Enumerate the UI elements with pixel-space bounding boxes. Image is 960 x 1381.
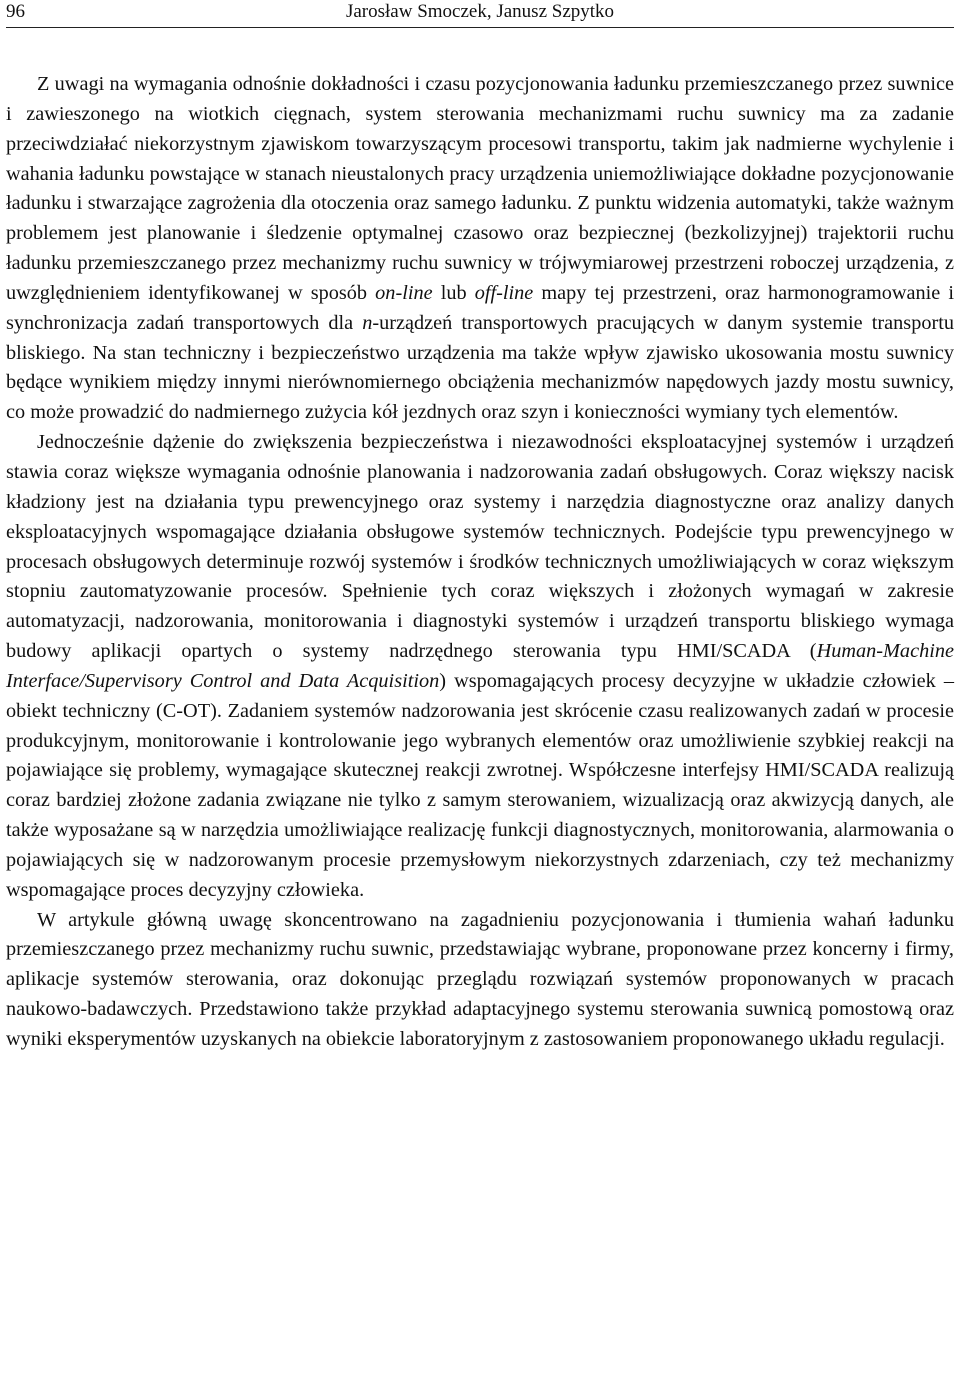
italic-variable: n xyxy=(362,311,373,334)
paragraph xyxy=(6,428,954,906)
italic-term: Human-Machine Interface/Supervisory Control and Data Acquisition xyxy=(6,640,954,692)
text-run: Jednocześnie dążenie do zwiększenia bezpieczeństwa i niezawodności eksploatacyjnej systemów i urządzeń stawia coraz większe wymagania odnośnie planowania i nadzorowania zadań obsługowych. Coraz większy nacisk kładziony jest na działania typu prewencyjnego oraz systemy i narzędzia diagnostyczne oraz analizy danych eksploatacyjnych wspomagające działania obsługowe systemów technicznych. Podejście typu prewencyjnego w procesach obsługowych determinuje rozwój systemów i środków technicznych umożliwiających w coraz większym stopniu zautomatyzowanie procesów. Spełnienie tych coraz większych i złożonych wymagań w zakresie automatyzacji, nadzorowania, monitorowania i diagnostyki systemów i urządzeń transportu bliskiego wymaga budowy aplikacji opartych o systemy nadrzędnego sterowania typu HMI/SCADA ( xyxy=(6,431,954,663)
italic-term: on-line xyxy=(375,281,433,304)
running-title-authors: Jarosław Smoczek, Janusz Szpytko xyxy=(345,1,615,22)
text-run: mapy tej przestrzeni, oraz harmonogramowanie i synchronizacja zadań transportowych dla xyxy=(6,281,954,334)
text-run: ) wspomagających procesy decyzyjne w układzie człowiek – obiekt techniczny (C-OT). Zadaniem systemów nadzorowania jest skrócenie czasu realizowanych zadań w procesie produkcyjnym, monitorowanie i kontrolowanie jego wybranych elementów oraz umożliwienie szybkiej reakcji na pojawiające się problemy, wymagające skutecznej reakcji zwrotnej. Współczesne interfejsy HMI/SCADA realizują coraz bardziej złożone zadania związane nie tylko z samym sterowaniem, wizualizacją oraz akwizycją danych, ale także wyposażane są w narzędzia umożliwiające realizację funkcji diagnostycznych, monitorowania, alarmowania o pojawiających się w nadzorowanym procesie przemysłowym niekorzystnych zdarzeniach, czy też mechanizmy wspomagające proces decyzyjny człowieka. xyxy=(6,669,954,901)
text-run: Z uwagi na wymagania odnośnie dokładności i czasu pozycjonowania ładunku przemieszczanego przez suwnice i zawieszonego na wiotkich cięgnach, system sterowania mechanizmami ruchu suwnicy ma za zadanie przeciwdziałać niekorzystnym zjawiskom towarzyszącym procesowi transportu, takim jak nadmierne wychylenie i wahania ładunku powstające w stanach nieustalonych pracy urządzenia uniemożliwiające dokładne pozycjonowanie ładunku i stwarzające zagrożenia dla otoczenia oraz samego ładunku. Z punktu widzenia automatyki, także ważnym problemem jest planowanie i śledzenie optymalnej czasowo oraz bezpiecznej (bezkolizyjnej) trajektorii ruchu ładunku przemieszczanego przez mechanizmy ruchu suwnicy w trójwymiarowej przestrzeni roboczej urządzenia, z uwzględnieniem identyfikowanej w sposób xyxy=(6,73,954,304)
text-run: W artykule główną uwagę skoncentrowano na zagadnieniu pozycjonowania i tłumienia wahań ładunku przemieszczanego przez mechanizmy ruchu suwnic, przedstawiając wybrane, proponowane przez koncerny i firmy, aplikacje systemów sterowania, oraz dokonując przeglądu rozwiązań systemów proponowanych w pracach naukowo-badawczych. Przedstawiono także przykład adaptacyjnego systemu sterowania suwnicą pomostową oraz wyniki eksperymentów uzyskanych na obiekcie laboratoryjnym z zastosowaniem proponowanego układu regulacji. xyxy=(6,908,954,1050)
text-run: -urządzeń transportowych pracujących w danym systemie transportu bliskiego. Na stan techniczny i bezpieczeństwo urządzenia ma także wpływ zjawisko ukosowania mostu suwnicy będące wynikiem między innymi nierównomiernego obciążenia mechanizmów napędowych jazdy mostu suwnicy, co może prowadzić do nadmiernego zużycia kół jezdnych oraz szyn i konieczności wymiany tych elementów. xyxy=(6,311,954,424)
document-page xyxy=(6,0,954,1055)
paragraph xyxy=(6,906,954,1055)
page-number: 96 xyxy=(6,1,25,22)
text-run: lub xyxy=(432,281,475,304)
running-header xyxy=(6,1,954,28)
body-text xyxy=(6,70,954,1055)
paragraph xyxy=(6,70,954,428)
italic-term: off-line xyxy=(474,281,534,304)
